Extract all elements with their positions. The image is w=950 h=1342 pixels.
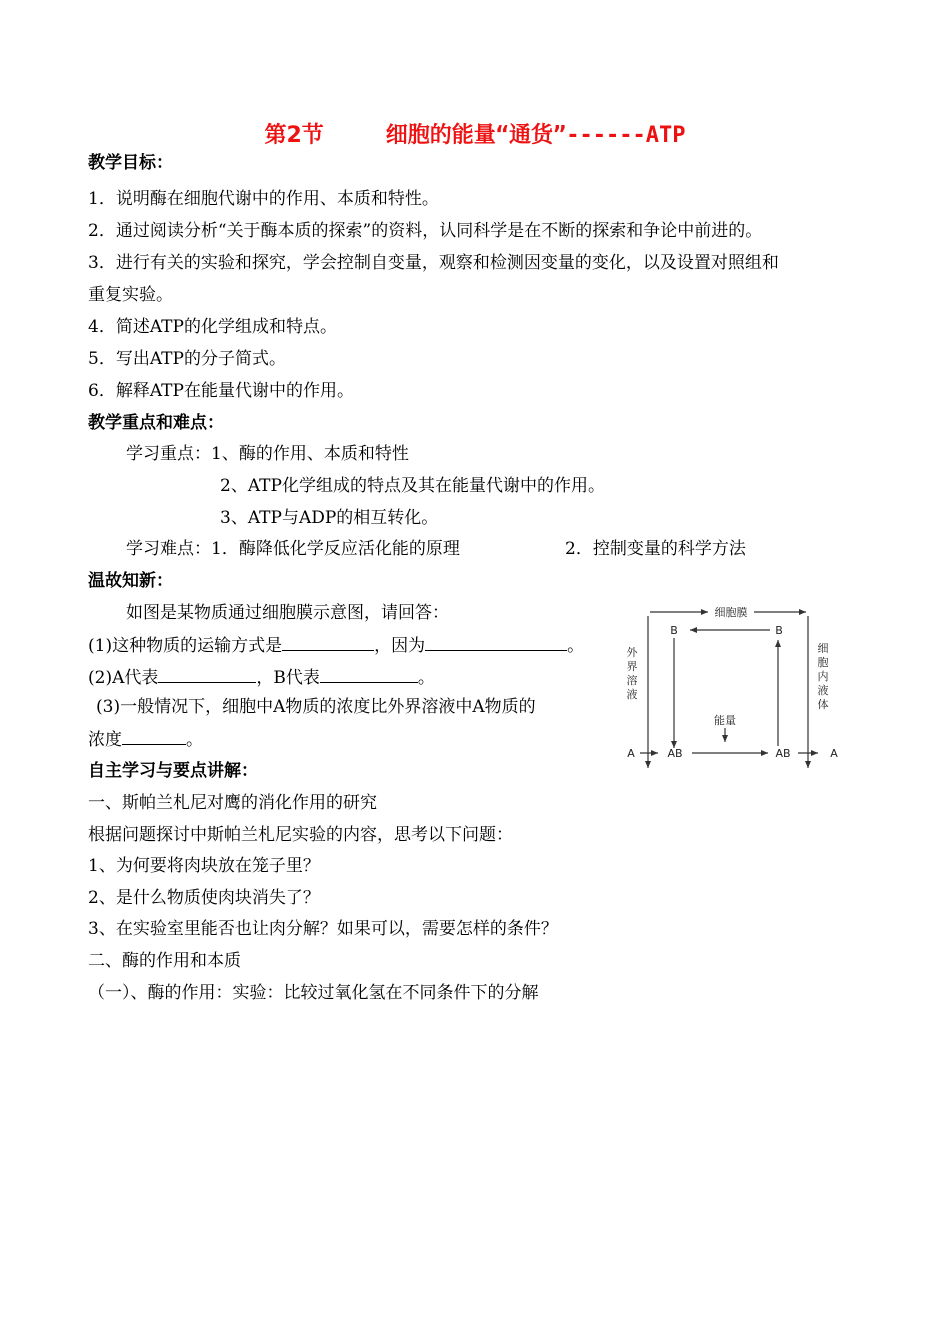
objective-item: 3．进行有关的实验和探究，学会控制自变量，观察和检测因变量的变化，以及设置对照组和	[88, 253, 779, 273]
focus-item: 3、ATP与ADP的相互转化。	[220, 508, 439, 528]
part1-title: 一、斯帕兰札尼对鹰的消化作用的研究	[88, 793, 377, 813]
difficulty-item: 学习难点：1．酶降低化学反应活化能的原理	[126, 539, 460, 559]
answer-blank[interactable]	[320, 666, 418, 683]
part2-subtitle: （一）、酶的作用：实验：比较过氧化氢在不同条件下的分解	[88, 983, 539, 1003]
label-AB-left: AB	[667, 747, 683, 760]
label-A-right: A	[830, 747, 838, 760]
label-A-left: A	[627, 747, 635, 760]
membrane-label: 细胞膜	[714, 606, 748, 619]
membrane-transport-diagram	[622, 598, 844, 770]
page-title	[0, 122, 950, 150]
svg-text:内: 内	[817, 670, 829, 683]
question-3-cont: 浓度 。	[88, 730, 203, 750]
svg-text:外: 外	[626, 646, 638, 659]
part2-title: 二、酶的作用和本质	[88, 951, 241, 971]
review-heading: 温故知新：	[88, 571, 173, 591]
selfstudy-heading: 自主学习与要点讲解：	[88, 761, 258, 781]
review-intro: 如图是某物质通过细胞膜示意图，请回答：	[126, 603, 449, 623]
answer-blank[interactable]	[158, 666, 256, 683]
svg-text:溶: 溶	[626, 674, 638, 687]
svg-text:细: 细	[817, 642, 829, 655]
label-B-right: B	[775, 624, 783, 637]
question-1: (1)这种物质的运输方式是 ，因为 。	[88, 636, 585, 656]
title-topic: 细胞的能量“通货”------ATP	[385, 123, 686, 148]
objective-item: 6．解释ATP在能量代谢中的作用。	[88, 381, 354, 401]
focus-item: 学习重点：1、酶的作用、本质和特性	[126, 444, 409, 464]
part1-intro: 根据问题探讨中斯帕兰札尼实验的内容，思考以下问题：	[88, 825, 513, 845]
label-AB-right: AB	[775, 747, 791, 760]
study-question: 2、是什么物质使肉块消失了？	[88, 888, 320, 908]
svg-text:体: 体	[817, 698, 829, 711]
objective-item: 重复实验。	[88, 285, 173, 305]
label-B-left: B	[670, 624, 678, 637]
energy-label: 能量	[714, 714, 736, 727]
objective-item: 4．简述ATP的化学组成和特点。	[88, 317, 337, 337]
objective-item: 5．写出ATP的分子简式。	[88, 349, 286, 369]
inside-label	[818, 642, 829, 711]
answer-blank[interactable]	[282, 634, 374, 651]
study-question: 1、为何要将肉块放在笼子里？	[88, 856, 320, 876]
question-2: (2)A代表 ，B代表 。	[88, 668, 435, 688]
title-section: 第2节	[264, 123, 324, 148]
keypoints-heading: 教学重点和难点：	[88, 413, 224, 433]
svg-text:液: 液	[626, 688, 638, 701]
answer-blank[interactable]	[122, 728, 186, 745]
question-3: (3)一般情况下，细胞中A物质的浓度比外界溶液中A物质的	[96, 697, 536, 717]
study-question: 3、在实验室里能否也让肉分解？如果可以，需要怎样的条件？	[88, 919, 558, 939]
difficulty-item: 2．控制变量的科学方法	[565, 539, 746, 559]
svg-text:液: 液	[817, 684, 829, 697]
outside-label	[627, 645, 639, 701]
svg-text:胞: 胞	[817, 656, 829, 669]
objective-item: 1．说明酶在细胞代谢中的作用、本质和特性。	[88, 189, 439, 209]
objectives-heading: 教学目标：	[88, 153, 173, 173]
focus-item: 2、ATP化学组成的特点及其在能量代谢中的作用。	[220, 476, 605, 496]
svg-text:界: 界	[626, 660, 638, 673]
objective-item: 2．通过阅读分析“关于酶本质的探索”的资料，认同科学是在不断的探索和争论中前进的。	[88, 221, 763, 241]
answer-blank[interactable]	[425, 634, 567, 651]
